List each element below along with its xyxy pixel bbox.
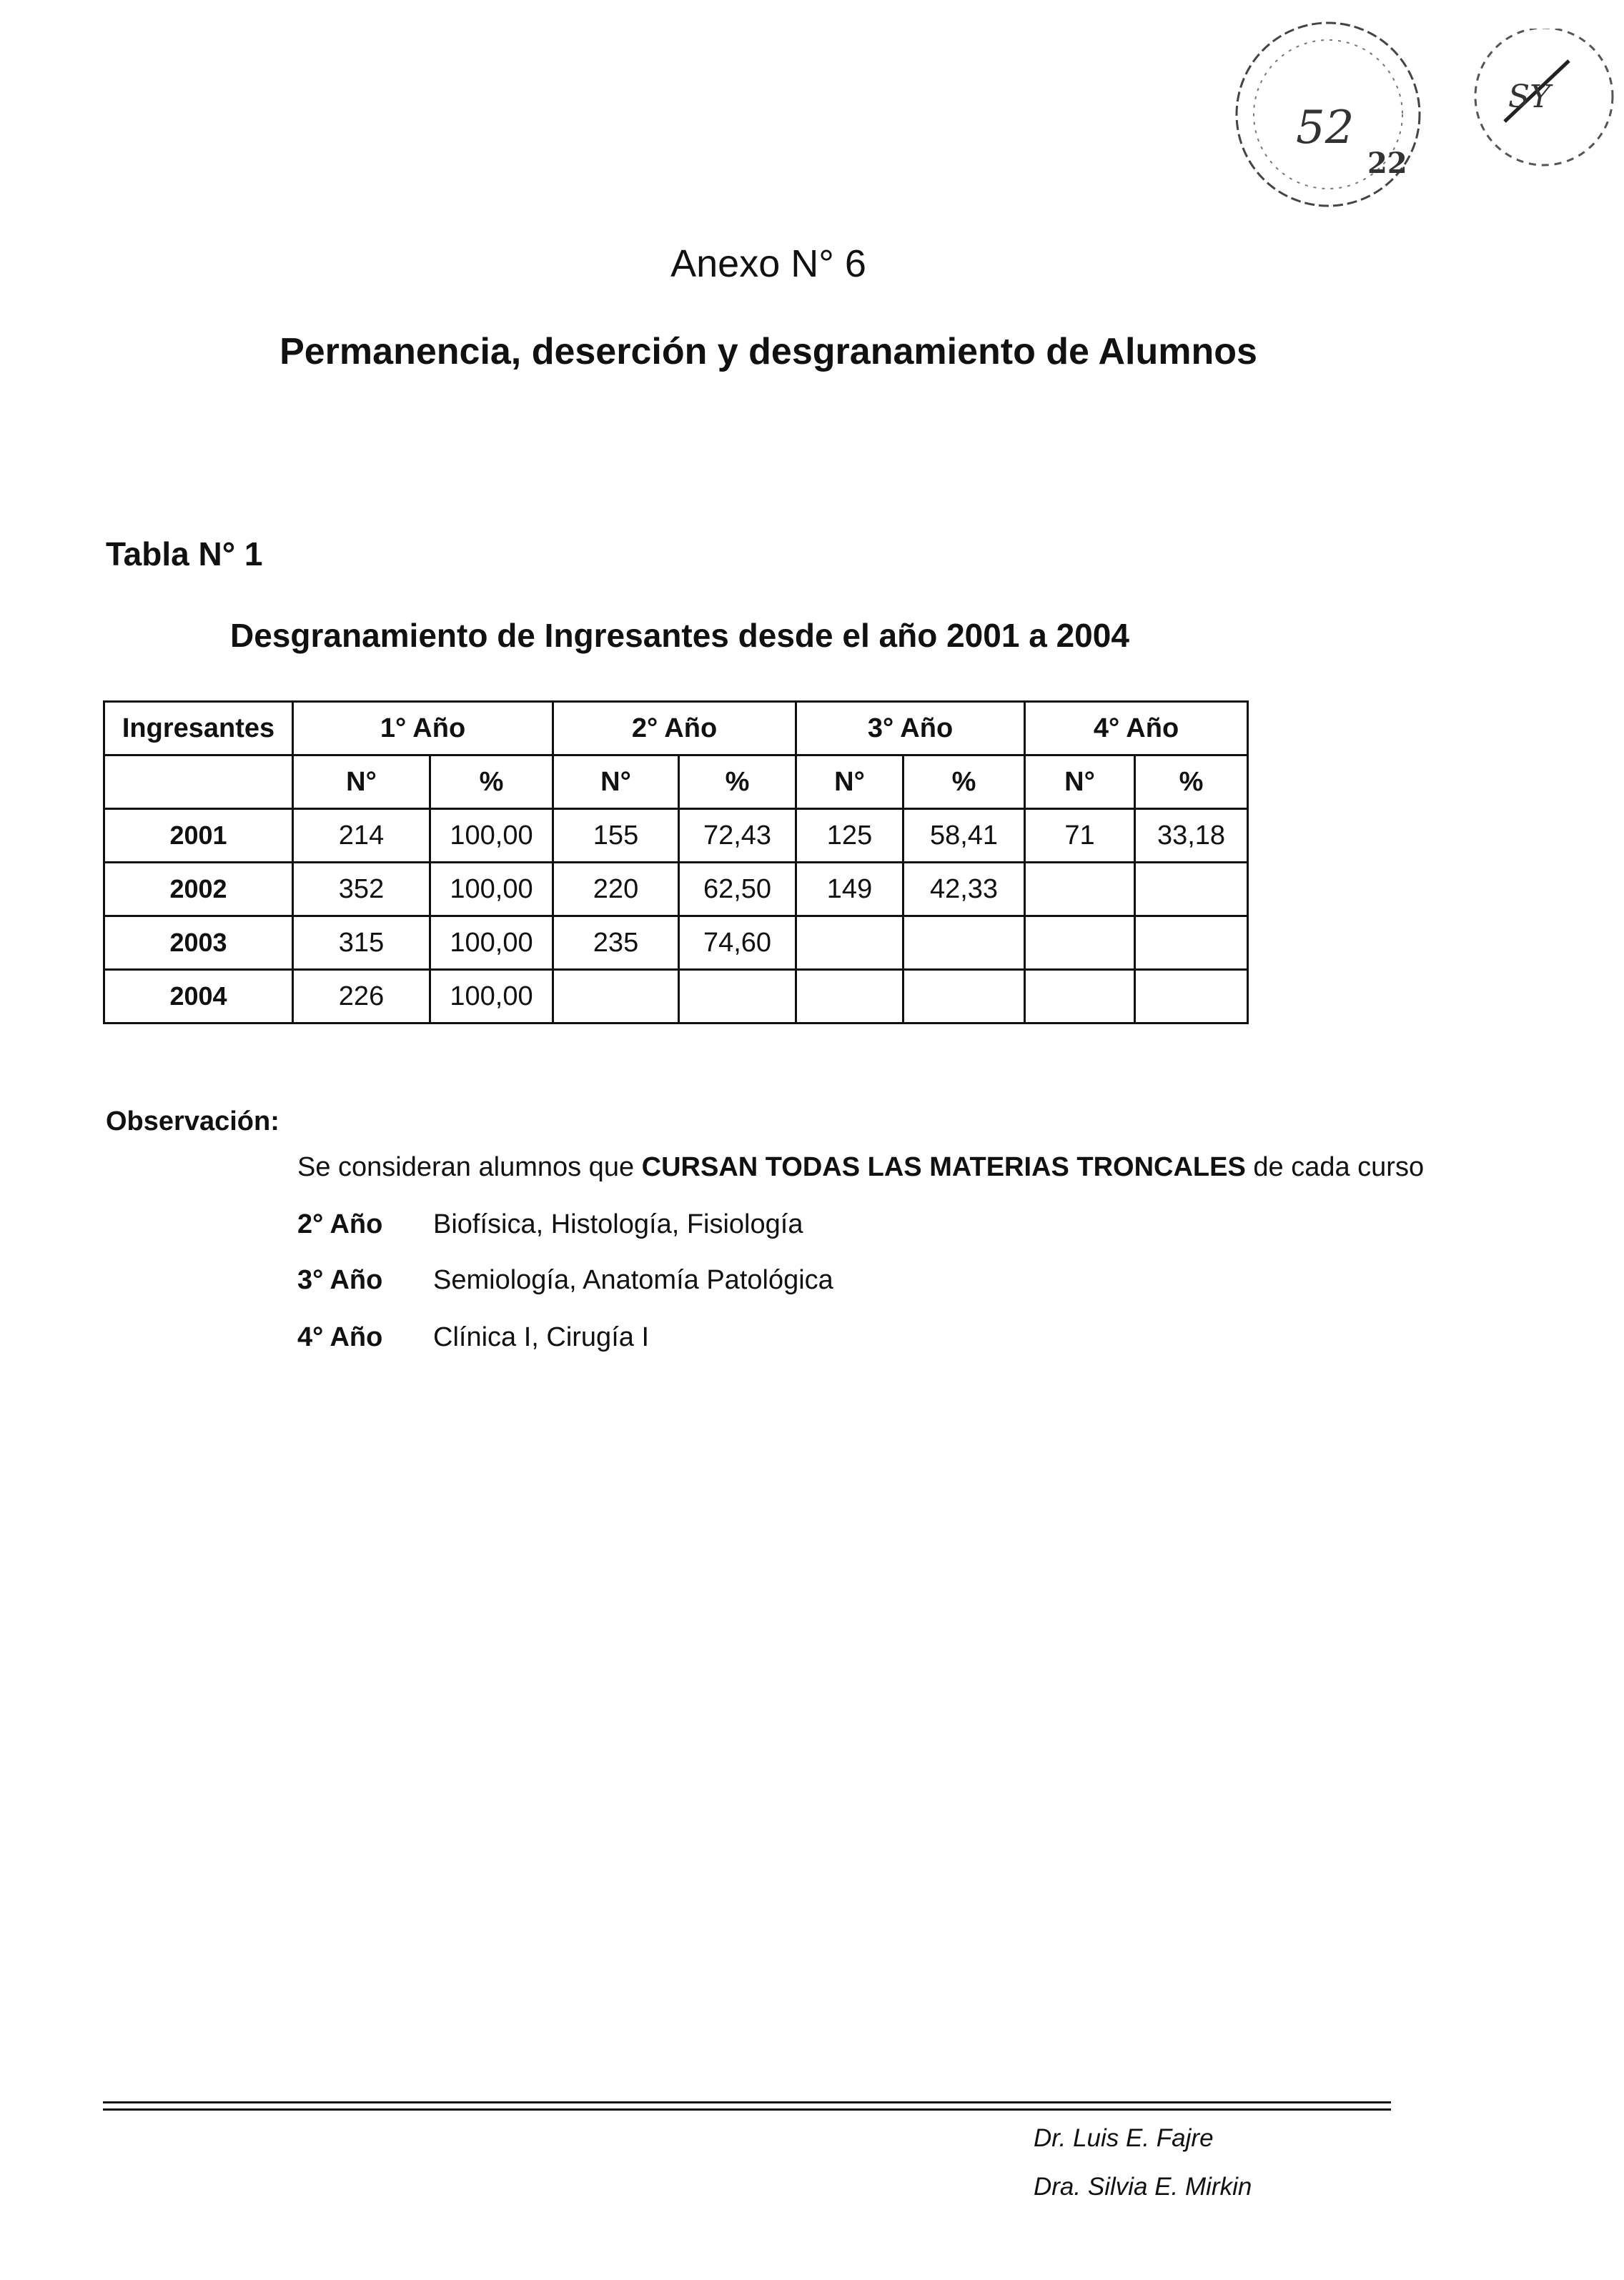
table-cell: 100,00 [430,863,553,916]
table-cell [553,970,679,1023]
table-cell [1135,970,1248,1023]
table-cell: 155 [553,809,679,863]
table-cell: 315 [293,916,430,970]
signature-line: Dr. Luis E. Fajre [1034,2124,1214,2152]
table-cell: 71 [1025,809,1135,863]
observation-item-subjects: Biofísica, Histología, Fisiología [433,1209,803,1239]
table-cell: 100,00 [430,916,553,970]
observation-intro-end: de cada curso [1245,1152,1425,1182]
table-cell: 62,50 [679,863,796,916]
stamp-initials: SY [1508,79,1551,115]
table-cell: 100,00 [430,809,553,863]
table-row [104,863,1248,916]
observation-item-year: 4° Año [297,1322,383,1352]
year-group-header: 4° Año [1025,702,1248,755]
table-cell [1025,916,1135,970]
table-cell [903,916,1025,970]
table-cell: 42,33 [903,863,1025,916]
observation-intro-emphasis: CURSAN TODAS LAS MATERIAS TRONCALES [641,1152,1246,1182]
table-header-row [104,702,1248,755]
sub-header: % [903,755,1025,809]
table-cell: 33,18 [1135,809,1248,863]
sub-header: % [1135,755,1248,809]
observation-item-subjects: Semiología, Anatomía Patológica [433,1265,833,1295]
row-year: 2002 [104,863,293,916]
table-cell [1135,916,1248,970]
table-cell: 352 [293,863,430,916]
sub-header: % [679,755,796,809]
annex-title: Anexo N° 6 [670,242,866,285]
observation-intro [297,1152,1424,1183]
table-cell: 235 [553,916,679,970]
sub-header: N° [553,755,679,809]
table-row [104,809,1248,863]
sub-header: N° [293,755,430,809]
year-group-header: 2° Año [553,702,796,755]
observation-item-year: 2° Año [297,1209,383,1239]
main-title: Permanencia, deserción y desgranamiento de Alumnos [279,331,1257,372]
table-cell [679,970,796,1023]
sub-header: N° [1025,755,1135,809]
corner-header: Ingresantes [104,702,293,755]
table-cell: 72,43 [679,809,796,863]
empty-cell [104,755,293,809]
table-cell: 74,60 [679,916,796,970]
year-group-header: 1° Año [293,702,553,755]
row-year: 2003 [104,916,293,970]
table-subheader-row [104,755,1248,809]
table-cell: 100,00 [430,970,553,1023]
dropout-table [103,700,1249,1024]
observation-item-year: 3° Año [297,1265,383,1295]
sub-header: N° [796,755,903,809]
table-cell: 220 [553,863,679,916]
table-row [104,970,1248,1023]
table-cell [1025,863,1135,916]
table-cell [796,970,903,1023]
folio-number: 52 [1296,101,1355,154]
observation-item [297,1322,649,1353]
table-label: Tabla N° 1 [106,535,263,573]
observation-item [297,1265,833,1296]
folio-stamp [1221,14,1435,214]
table-cell [903,970,1025,1023]
signature-line: Dra. Silvia E. Mirkin [1034,2173,1252,2201]
table-cell: 149 [796,863,903,916]
year-group-header: 3° Año [796,702,1025,755]
observation-label: Observación: [106,1106,279,1136]
table-cell: 214 [293,809,430,863]
table-cell: 226 [293,970,430,1023]
table-cell: 125 [796,809,903,863]
footer-rule [103,2108,1391,2111]
table-row [104,916,1248,970]
observation-item-subjects: Clínica I, Cirugía I [433,1322,649,1352]
initials-stamp [1437,29,1624,172]
footer-rule [103,2101,1391,2103]
sub-header: % [430,755,553,809]
row-year: 2004 [104,970,293,1023]
observation-item [297,1209,803,1240]
folio-page-number: 22 [1367,147,1407,180]
row-year: 2001 [104,809,293,863]
table-cell: 58,41 [903,809,1025,863]
observation-intro-start: Se consideran alumnos que [297,1152,642,1182]
table-caption: Desgranamiento de Ingresantes desde el año 2001 a 2004 [230,617,1129,654]
table-cell [1135,863,1248,916]
table-cell [1025,970,1135,1023]
table-cell [796,916,903,970]
